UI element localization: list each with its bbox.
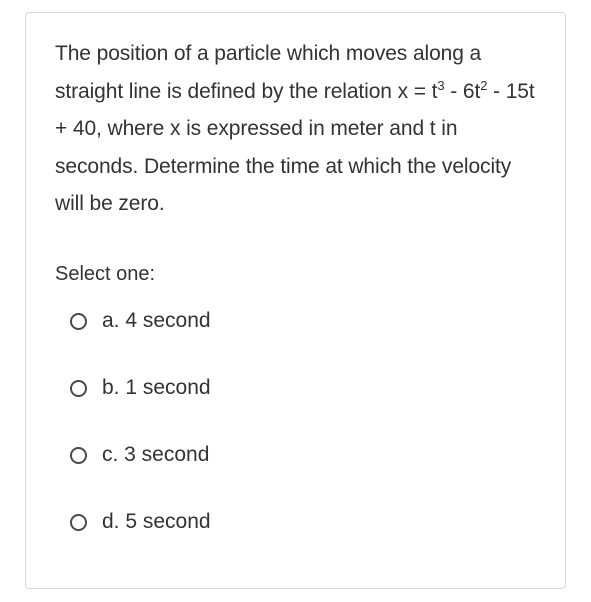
- question-card: [25, 12, 566, 589]
- select-one-label: Select one:: [55, 263, 156, 285]
- question-text-part-2: - 6t: [444, 79, 481, 103]
- option-a[interactable]: [70, 307, 211, 335]
- question-text: [55, 35, 545, 223]
- question-text-part-3: - 15t + 40, where x is expressed in meter and t in seconds. Determine the time at which the velocity will be zero.: [55, 79, 535, 215]
- question-text-part-1: The position of a particle which moves along a straight line is defined by the relation x = t: [55, 42, 482, 103]
- option-c-label: c. 3 second: [102, 443, 210, 466]
- option-c[interactable]: [70, 441, 209, 469]
- option-a-label: a. 4 second: [102, 309, 211, 332]
- radio-button-icon[interactable]: [70, 514, 87, 531]
- exponent-3: 3: [437, 77, 445, 93]
- option-b[interactable]: [70, 374, 211, 402]
- option-d-label: d. 5 second: [102, 510, 211, 533]
- radio-button-icon[interactable]: [70, 380, 87, 397]
- radio-button-icon[interactable]: [70, 447, 87, 464]
- radio-button-icon[interactable]: [70, 313, 87, 330]
- option-d[interactable]: [70, 508, 211, 536]
- option-b-label: b. 1 second: [102, 376, 211, 399]
- exponent-2: 2: [480, 77, 488, 93]
